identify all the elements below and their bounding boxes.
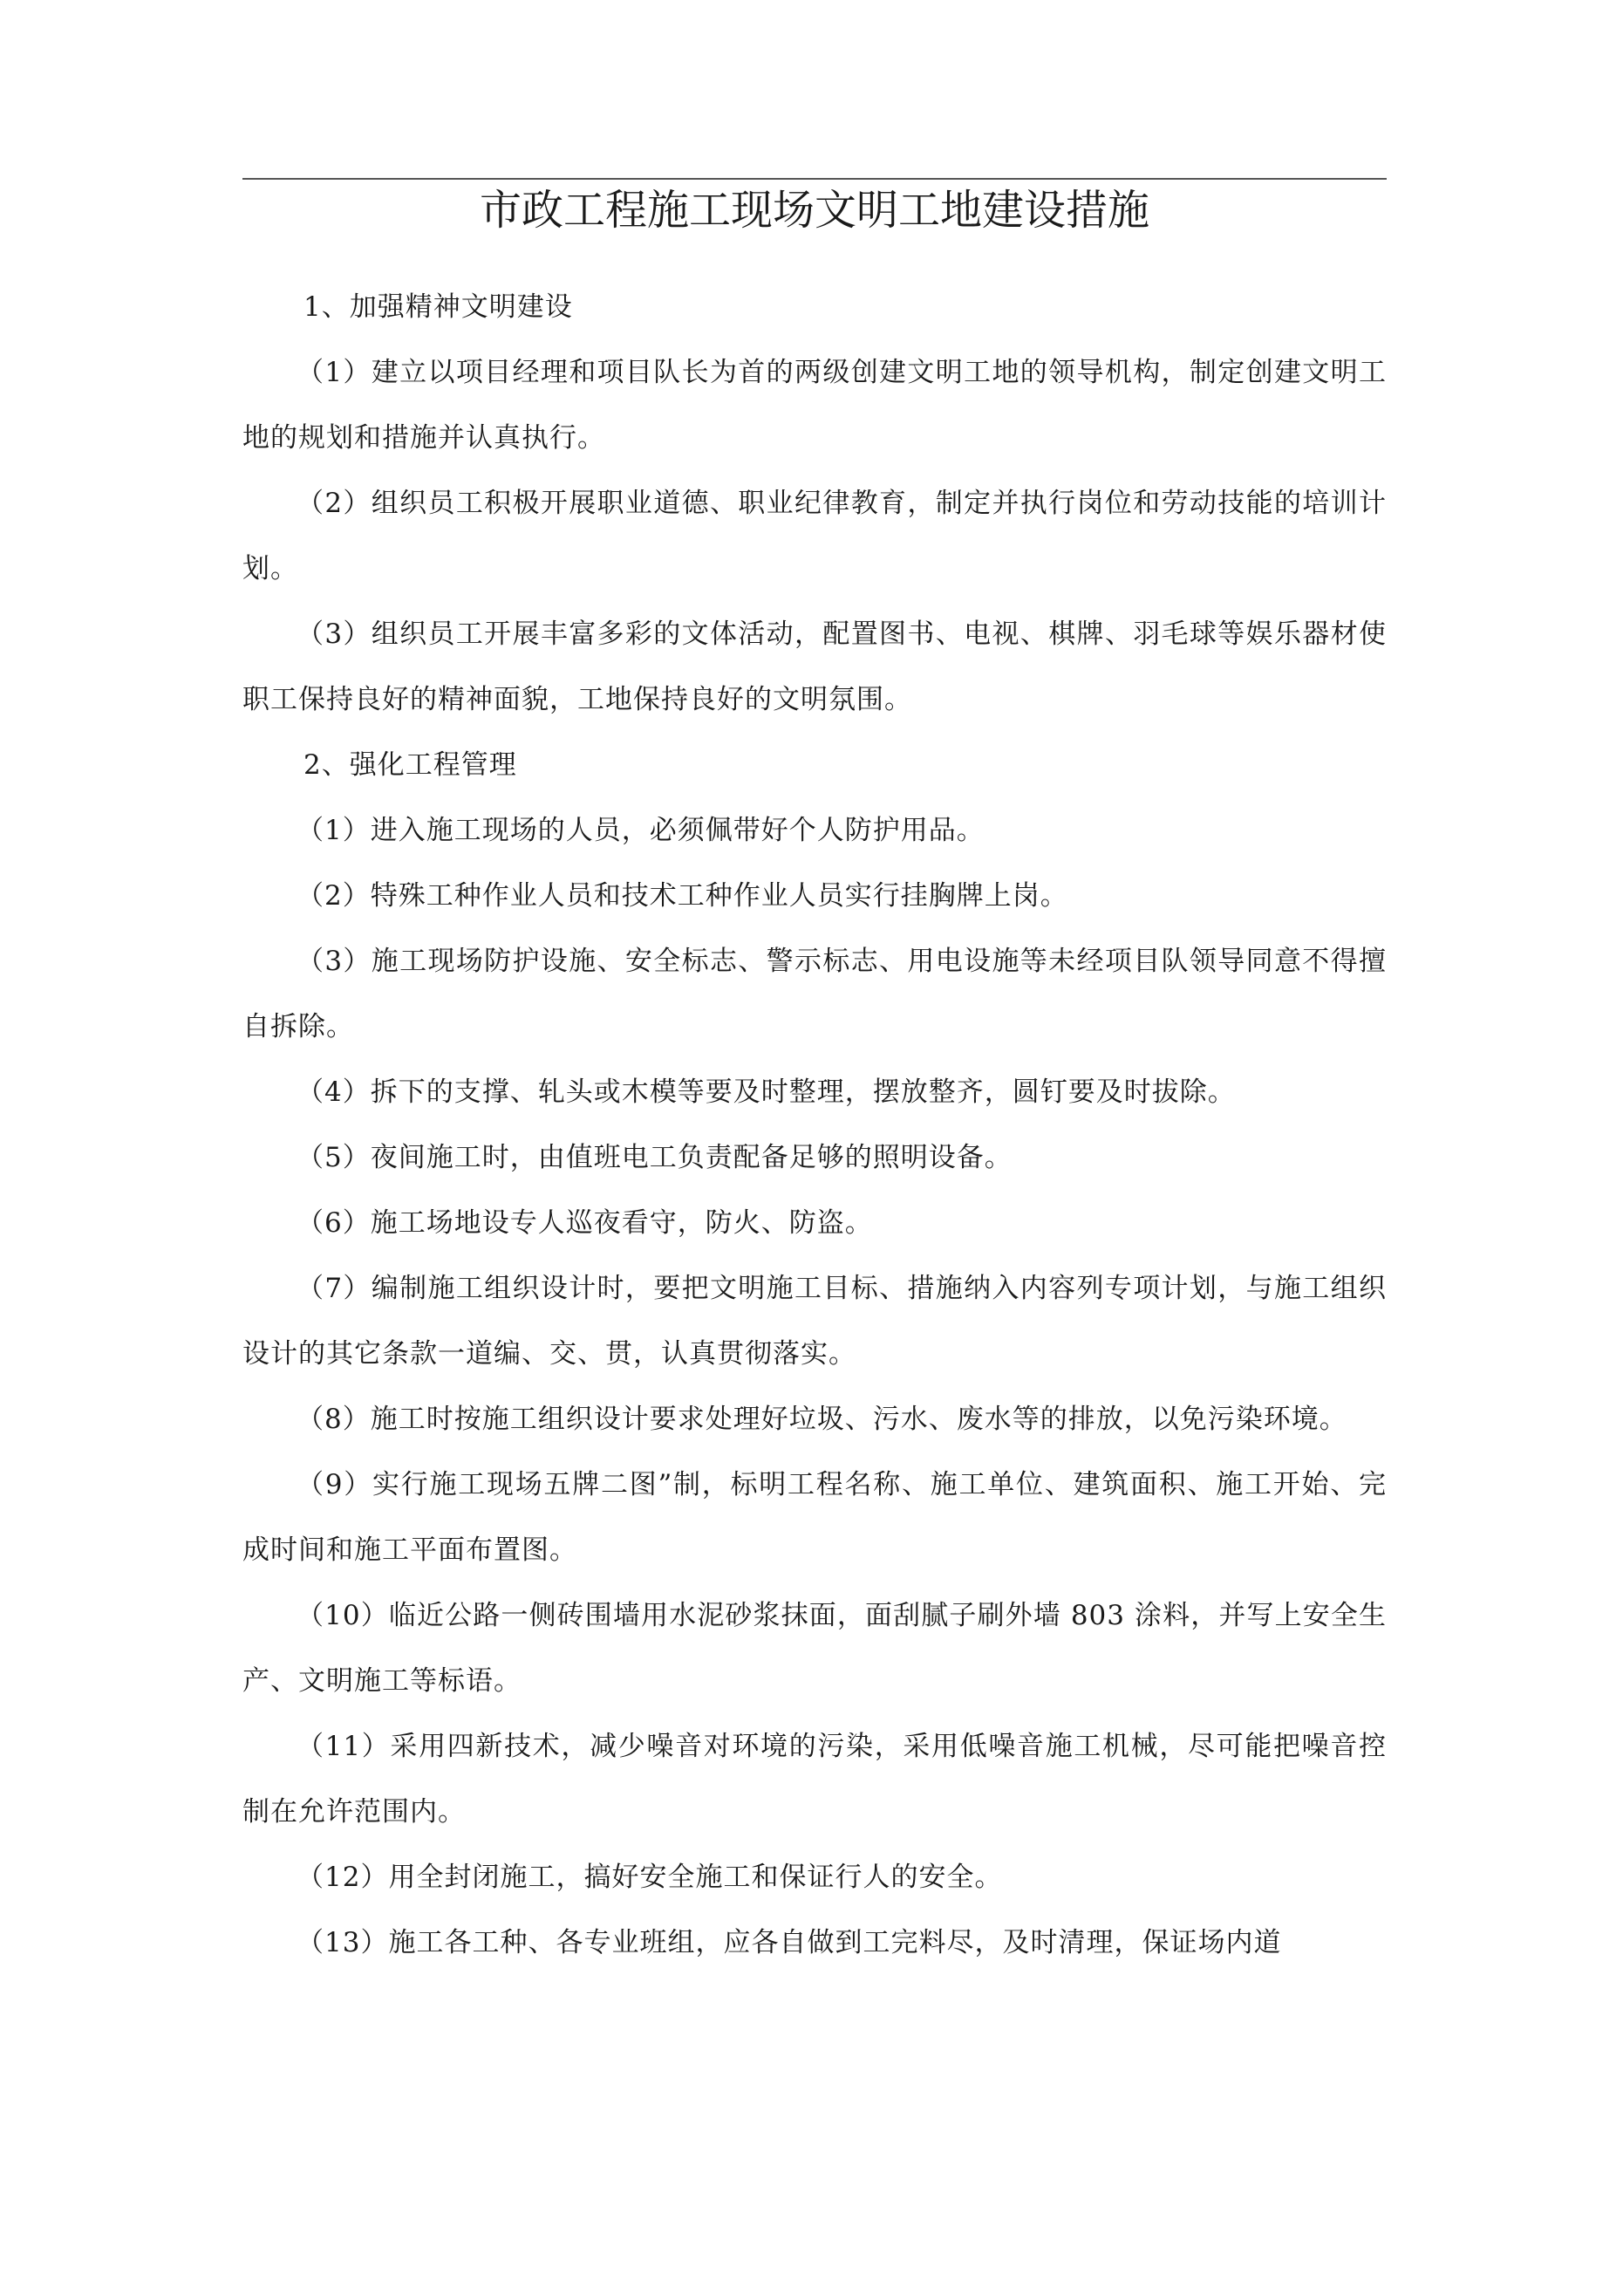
paragraph: （10）临近公路一侧砖围墙用水泥砂浆抹面，面刮腻子刷外墙 803 涂料，并写上安全生产、文明施工等标语。 [242,1600,1387,1697]
paragraph: （2）特殊工种作业人员和技术工种作业人员实行挂胸牌上岗。 [297,880,1068,912]
section-heading: 1、加强精神文明建设 [303,291,573,323]
paragraph: （9）实行施工现场五牌二图”制，标明工程名称、施工单位、建筑面积、施工开始、完成时间和施工平面布置图。 [242,1469,1387,1566]
paragraph: （5）夜间施工时，由值班电工负责配备足够的照明设备。 [297,1142,1013,1173]
paragraph: （8）施工时按施工组织设计要求处理好垃圾、污水、废水等的排放，以免污染环境。 [297,1404,1347,1435]
paragraph: （4）拆下的支撑、轧头或木模等要及时整理，摆放整齐，圆钉要及时拔除。 [297,1076,1236,1108]
paragraph: （3）组织员工开展丰富多彩的文体活动，配置图书、电视、棋牌、羽毛球等娱乐器材使职工保持良好的精神面貌，工地保持良好的文明氛围。 [242,618,1387,715]
paragraph: （1）进入施工现场的人员，必须佩带好个人防护用品。 [297,815,985,846]
paragraph: （12）用全封闭施工，搞好安全施工和保证行人的安全。 [297,1862,1003,1893]
paragraph: （3）施工现场防护设施、安全标志、警示标志、用电设施等未经项目队领导同意不得擅自拆除。 [242,946,1387,1042]
paragraph: （1）建立以项目经理和项目队长为首的两级创建文明工地的领导机构，制定创建文明工地的规划和措施并认真执行。 [242,357,1387,454]
section-heading: 2、强化工程管理 [303,749,517,781]
paragraph: （11）采用四新技术，减少噪音对环境的污染，采用低噪音施工机械，尽可能把噪音控制在允许范围内。 [242,1731,1387,1828]
document-title: 市政工程施工现场文明工地建设措施 [479,186,1149,235]
paragraph: （7）编制施工组织设计时，要把文明施工目标、措施纳入内容列专项计划，与施工组织设计的其它条款一道编、交、贯，认真贯彻落实。 [242,1273,1387,1370]
paragraph: （2）组织员工积极开展职业道德、职业纪律教育，制定并执行岗位和劳动技能的培训计划。 [242,488,1387,584]
document-body [242,275,1387,1976]
paragraph: （13）施工各工种、各专业班组，应各自做到工完料尽，及时清理，保证场内道 [297,1927,1282,1958]
paragraph: （6）施工场地设专人巡夜看守，防火、防盗。 [297,1207,873,1239]
